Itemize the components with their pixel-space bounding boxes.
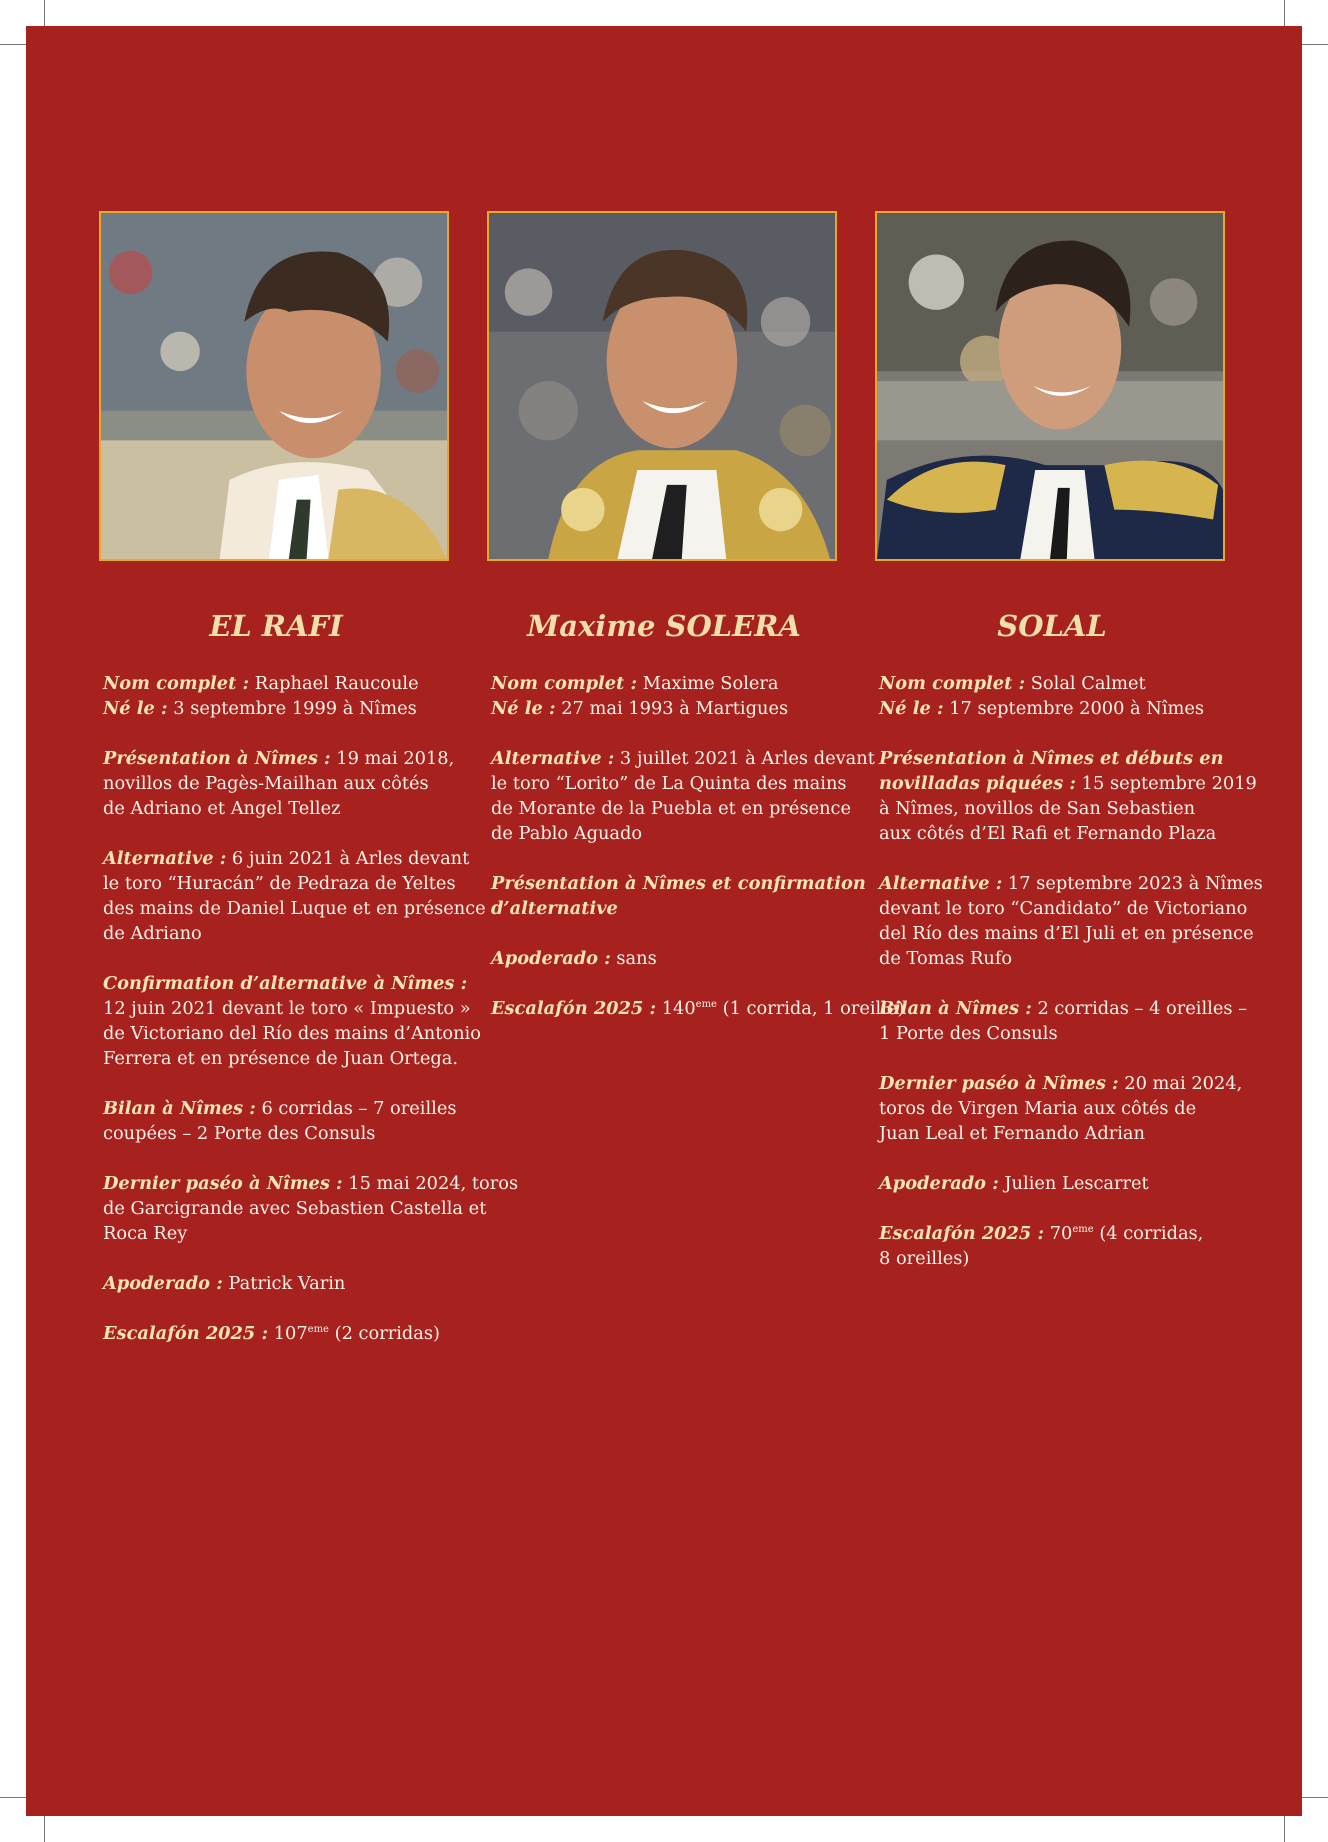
info-entry (879, 1071, 1243, 1146)
info-text: de Tomas Rufo (879, 948, 1013, 969)
torero-name: SOLAL (997, 609, 1107, 643)
info-text-after: (1 corrida, 1 oreille) (716, 998, 905, 1019)
info-entry (103, 1096, 459, 1146)
info-text: 17 septembre 2000 à Nîmes (943, 698, 1205, 719)
crop-mark (1284, 1816, 1285, 1842)
info-line (491, 696, 847, 721)
info-line (879, 1071, 1243, 1096)
info-line (491, 671, 847, 696)
info-text: 12 juin 2021 devant le toro « Impuesto » (103, 998, 471, 1019)
info-entry (491, 746, 875, 846)
info-text: le toro “Huracán” de Pedraza de Yeltes (103, 873, 456, 894)
info-entry (491, 671, 847, 721)
crop-mark (0, 1797, 26, 1798)
info-line (879, 1096, 1235, 1121)
info-text: devant le toro “Candidato” de Victoriano (879, 898, 1248, 919)
info-label: Bilan à Nîmes : (879, 998, 1032, 1019)
crop-mark (1302, 1797, 1328, 1798)
info-line (491, 746, 875, 771)
info-line (103, 846, 470, 871)
info-text: de Garcigrande avec Sebastien Castella et (103, 1198, 487, 1219)
info-text: novillos de Pagès-Mailhan aux côtés (103, 773, 429, 794)
info-line (103, 1221, 459, 1246)
info-line (879, 921, 1254, 946)
info-line (103, 1271, 459, 1296)
ordinal-suffix: eme (695, 999, 717, 1010)
info-text: 3 septembre 1999 à Nîmes (167, 698, 417, 719)
info-text: de Adriano (103, 923, 202, 944)
info-line (879, 946, 1235, 971)
info-line (879, 1246, 1235, 1271)
info-line (879, 1221, 1235, 1246)
info-text: de Victoriano del Río des mains d’Antonio (103, 1023, 481, 1044)
crop-mark (1302, 44, 1328, 45)
info-entry (103, 1171, 519, 1246)
info-line (879, 796, 1235, 821)
info-text: 6 juin 2021 à Arles devant (226, 848, 470, 869)
info-text: de Morante de la Puebla et en présence (491, 798, 852, 819)
info-label: Dernier paséo à Nîmes : (879, 1073, 1119, 1094)
info-line (103, 696, 459, 721)
info-label: Apoderado : (879, 1173, 999, 1194)
info-label: Apoderado : (491, 948, 611, 969)
info-line (491, 821, 847, 846)
info-label: Confirmation d’alternative à Nîmes : (103, 973, 468, 994)
info-line (103, 771, 459, 796)
info-entry (103, 846, 486, 946)
info-text: aux côtés d’El Rafi et Fernando Plaza (879, 823, 1217, 844)
info-text: le toro “Lorito” de La Quinta des mains (491, 773, 847, 794)
info-entry (103, 971, 481, 1071)
info-line (103, 921, 459, 946)
info-label: Bilan à Nîmes : (103, 1098, 256, 1119)
info-text: 107 (268, 1323, 308, 1344)
info-entry (103, 1271, 459, 1296)
info-text-after: (4 corridas, (1093, 1223, 1204, 1244)
info-text: Patrick Varin (222, 1273, 346, 1294)
info-text: 140 (656, 998, 696, 1019)
torero-photo (487, 211, 837, 561)
torero-info (103, 671, 519, 1371)
info-label: Alternative : (879, 873, 1003, 894)
info-line (103, 896, 486, 921)
info-line (879, 696, 1235, 721)
info-label: Présentation à Nîmes et confirmation (491, 873, 866, 894)
info-entry (103, 746, 459, 821)
info-text: Ferrera et en présence de Juan Ortega. (103, 1048, 458, 1069)
info-label: Né le : (879, 698, 944, 719)
info-line (879, 871, 1263, 896)
info-text: 15 septembre 2019 (1076, 773, 1257, 794)
info-text: Solal Calmet (1025, 673, 1146, 694)
info-line (879, 996, 1248, 1021)
info-label: Escalafón 2025 : (879, 1223, 1045, 1244)
info-line (491, 896, 847, 921)
info-text: 19 mai 2018, (330, 748, 455, 769)
info-label: Escalafón 2025 : (491, 998, 657, 1019)
info-label: Né le : (103, 698, 168, 719)
info-text: 3 juillet 2021 à Arles devant (614, 748, 875, 769)
info-text: de Adriano et Angel Tellez (103, 798, 341, 819)
info-text: 27 mai 1993 à Martigues (555, 698, 789, 719)
info-line (491, 796, 852, 821)
info-text: 70 (1044, 1223, 1073, 1244)
info-label: d’alternative (491, 898, 618, 919)
info-text: Julien Lescarret (998, 1173, 1149, 1194)
info-text: de Pablo Aguado (491, 823, 643, 844)
info-text: sans (610, 948, 657, 969)
info-line (103, 671, 459, 696)
info-text: 15 mai 2024, toros (342, 1173, 519, 1194)
ordinal-suffix: eme (307, 1324, 329, 1335)
info-line (491, 996, 905, 1021)
info-line (879, 821, 1235, 846)
torero-photo (99, 211, 449, 561)
info-line (103, 1171, 519, 1196)
info-line (879, 671, 1235, 696)
info-entry (879, 671, 1235, 721)
info-label: Nom complet : (879, 673, 1026, 694)
info-text: 6 corridas – 7 oreilles (255, 1098, 457, 1119)
info-text: Maxime Solera (637, 673, 779, 694)
info-entry (879, 996, 1248, 1046)
info-text-after: (2 corridas) (328, 1323, 440, 1344)
red-page-panel (26, 26, 1302, 1816)
crop-mark (1284, 0, 1285, 26)
info-label: novilladas piquées : (879, 773, 1077, 794)
info-line (103, 796, 459, 821)
info-text: toros de Virgen Maria aux côtés de (879, 1098, 1197, 1119)
torero-name: Maxime SOLERA (527, 609, 801, 643)
info-label: Né le : (491, 698, 556, 719)
info-text: Roca Rey (103, 1223, 188, 1244)
info-label: Nom complet : (491, 673, 638, 694)
info-text: 2 corridas – 4 oreilles – (1031, 998, 1248, 1019)
crop-mark (44, 0, 45, 26)
ordinal-suffix: eme (1072, 1224, 1094, 1235)
info-text: del Río des mains d’El Juli et en présence (879, 923, 1254, 944)
info-line (103, 971, 468, 996)
info-line (879, 771, 1257, 796)
info-text: à Nîmes, novillos de San Sebastien (879, 798, 1196, 819)
info-line (103, 871, 459, 896)
crop-mark (0, 44, 26, 45)
info-entry (879, 1221, 1235, 1271)
info-line (103, 1196, 487, 1221)
info-label: Escalafón 2025 : (103, 1323, 269, 1344)
info-text: Juan Leal et Fernando Adrian (879, 1123, 1145, 1144)
info-text: Raphael Raucoule (249, 673, 419, 694)
info-entry (103, 1321, 459, 1346)
crop-mark (44, 1816, 45, 1842)
info-line (103, 1121, 459, 1146)
info-entry (491, 871, 866, 921)
info-line (103, 746, 459, 771)
info-entry (103, 671, 459, 721)
info-label: Alternative : (491, 748, 615, 769)
info-text: 8 oreilles) (879, 1248, 970, 1269)
info-label: Nom complet : (103, 673, 250, 694)
info-entry (879, 1171, 1235, 1196)
info-line (103, 1021, 481, 1046)
torero-info (491, 671, 905, 1046)
info-text: coupées – 2 Porte des Consuls (103, 1123, 376, 1144)
info-text: 1 Porte des Consuls (879, 1023, 1058, 1044)
info-label: Présentation à Nîmes et débuts en (879, 748, 1224, 769)
info-label: Présentation à Nîmes : (103, 748, 331, 769)
info-entry (491, 996, 905, 1021)
info-line (491, 871, 866, 896)
info-text: des mains de Daniel Luque et en présence (103, 898, 486, 919)
info-text: 20 mai 2024, (1118, 1073, 1243, 1094)
info-label: Alternative : (103, 848, 227, 869)
info-line (103, 1046, 459, 1071)
info-line (491, 946, 847, 971)
info-line (103, 1096, 459, 1121)
info-line (879, 1021, 1235, 1046)
info-line (491, 771, 847, 796)
info-line (103, 1321, 459, 1346)
info-label: Dernier paséo à Nîmes : (103, 1173, 343, 1194)
info-entry (879, 746, 1257, 846)
info-text: 17 septembre 2023 à Nîmes (1002, 873, 1263, 894)
torero-name: EL RAFI (209, 609, 343, 643)
info-line (879, 896, 1248, 921)
info-line (879, 1121, 1235, 1146)
info-line (879, 1171, 1235, 1196)
info-entry (879, 871, 1263, 971)
info-label: Apoderado : (103, 1273, 223, 1294)
info-entry (491, 946, 847, 971)
torero-info (879, 671, 1263, 1296)
torero-photo (875, 211, 1225, 561)
info-line (879, 746, 1235, 771)
info-line (103, 996, 471, 1021)
